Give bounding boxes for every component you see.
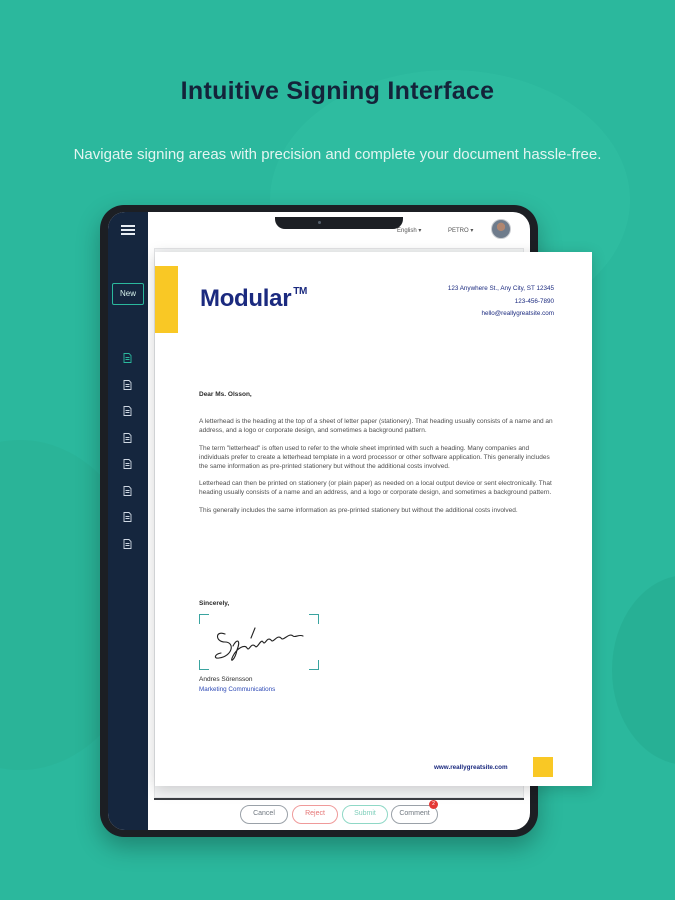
footer-accent [533, 757, 553, 777]
sidebar [108, 212, 148, 830]
divider [154, 798, 524, 800]
document-icon[interactable] [123, 509, 132, 519]
language-select[interactable]: English ▾ [397, 228, 422, 234]
comment-button[interactable]: Comment [391, 805, 438, 824]
paragraph: The term "letterhead" is often used to refer to the whole sheet imprinted with such a heading. Many companies and individuals prefer to create a letterhead template in a word processor or other software application. This generally includes the same information as pre-printed stationery but without the additional costs involved. [199, 444, 550, 471]
document-icon[interactable] [123, 456, 132, 466]
corner-marker [309, 660, 319, 670]
paragraph: Letterhead can then be printed on stationery (or plain paper) as needed on a local output device or sent electronically. That heading usually consists of a name and an address, and a logo or corporate design, and sometimes a background pattern. [199, 480, 552, 497]
comment-count-badge: 2 [429, 800, 438, 809]
hero-title: Intuitive Signing Interface [180, 77, 495, 105]
document-icon[interactable] [123, 483, 132, 493]
document-icon[interactable] [123, 536, 132, 546]
document-icon[interactable] [123, 403, 132, 413]
document-icon[interactable] [123, 350, 132, 360]
phone: 123-456-7890 [514, 297, 554, 305]
logo-text: Modular [200, 285, 292, 312]
hero-subtitle: Navigate signing areas with precision and complete your document hassle-free. [73, 146, 602, 163]
contact-block [448, 283, 554, 321]
letterhead-accent [155, 266, 178, 333]
avatar[interactable] [491, 219, 511, 239]
menu-icon[interactable] [121, 225, 135, 235]
submit-button[interactable]: Submit [342, 805, 388, 824]
corner-marker [199, 660, 209, 670]
cancel-button[interactable]: Cancel [240, 805, 288, 824]
document-icon[interactable] [123, 377, 132, 387]
footer-url: www.reallygreatsite.com [434, 764, 508, 771]
reject-button[interactable]: Reject [292, 805, 338, 824]
email: hello@reallygreatsite.com [481, 310, 554, 317]
corner-marker [199, 614, 209, 624]
device-notch [275, 217, 403, 229]
company-logo [200, 285, 307, 313]
camera-dot [318, 221, 321, 224]
closing: Sincerely, [199, 600, 230, 607]
paragraph: A letterhead is the heading at the top of a sheet of letter paper (stationery). That heading usually consists of a name and an address, and a logo or corporate design, and sometimes a background pattern. [199, 418, 553, 435]
trademark-mark: TM [293, 286, 308, 297]
new-button[interactable]: New [112, 283, 144, 305]
signer-name: Andres Sörensson [199, 676, 253, 683]
letter-page [155, 252, 592, 786]
address: 123 Anywhere St., Any City, ST 12345 [447, 285, 554, 292]
letter-body [199, 390, 557, 523]
background-blob [612, 575, 675, 765]
corner-marker [309, 614, 319, 624]
user-select[interactable]: PETRO ▾ [448, 228, 474, 234]
document-icon[interactable] [123, 430, 132, 440]
greeting: Dear Ms. Olsson, [199, 391, 252, 398]
handwritten-signature [211, 620, 307, 666]
signer-role: Marketing Communications [199, 686, 276, 693]
signature-field[interactable] [199, 614, 319, 670]
paragraph: This generally includes the same information as pre-printed stationery but without the additional costs involved. [199, 506, 518, 514]
